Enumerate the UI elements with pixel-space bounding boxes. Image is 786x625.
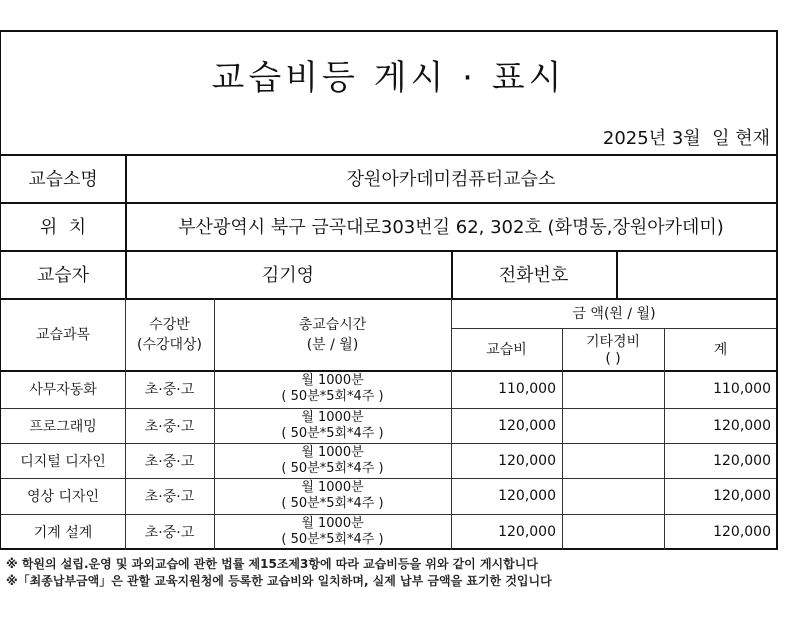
label-name: 교습소명	[28, 169, 98, 190]
header-hours-line1: 총교습시간	[298, 317, 367, 333]
row-hours-line1: 월 1000분	[301, 480, 364, 495]
header-course: 교습과목	[35, 327, 91, 343]
row-hours-line1: 월 1000분	[301, 516, 364, 531]
header-other-line1: 기타경비	[585, 334, 641, 350]
row-other	[562, 408, 664, 443]
header-class-line2: (수강대상)	[136, 337, 203, 353]
row-tuition: 120,000	[498, 488, 556, 504]
date-line: 2025년 3월 일 현재	[602, 128, 770, 149]
row-hours-line2: ( 50분*5회*4주 )	[281, 532, 384, 547]
header-other-line2: ( )	[605, 351, 621, 367]
row-class: 초·중·고	[144, 418, 195, 435]
header-amount: 금 액(원 / 월)	[572, 306, 656, 322]
header-other	[562, 328, 664, 370]
row-tuition: 110,000	[498, 381, 556, 397]
row-hours	[214, 443, 451, 478]
row-hours	[214, 478, 451, 514]
row-other	[562, 514, 664, 550]
row-hours	[214, 408, 451, 443]
row-hours-line2: ( 50분*5회*4주 )	[281, 389, 384, 404]
row-hours-line2: ( 50분*5회*4주 )	[281, 496, 384, 511]
row-hours-line2: ( 50분*5회*4주 )	[281, 460, 384, 476]
header-hours	[214, 298, 451, 370]
row-tuition: 120,000	[498, 417, 556, 434]
header-hours-line2: (분 / 월)	[306, 337, 359, 353]
row-class: 초·중·고	[144, 453, 195, 470]
notice-title: 교습비등 게시 · 표시	[211, 58, 566, 98]
row-hours	[214, 514, 451, 550]
row-other	[562, 478, 664, 514]
row-class: 초·중·고	[144, 382, 195, 398]
row-hours-line1: 월 1000분	[301, 409, 364, 425]
row-course: 디지털 디자인	[20, 453, 106, 470]
phone-number	[616, 250, 777, 298]
header-class-line1: 수강반	[149, 317, 190, 333]
address: 부산광역시 북구 금곡대로303번길 62, 302호 (화명동,장원아카데미)	[178, 217, 724, 238]
footnote: ※ 학원의 설립.운영 및 과외교습에 관한 법률 제15조제3항에 따라 교습비등을 위와 같이 게시합니다	[6, 557, 538, 571]
footnote: ※「최종납부금액」은 관할 교육지원청에 등록한 교습비와 일치하며, 실제 납부 금액을 표기한 것입니다	[6, 574, 552, 588]
row-hours-line1: 월 1000분	[301, 444, 364, 460]
row-total: 120,000	[713, 524, 771, 540]
row-hours-line2: ( 50분*5회*4주 )	[281, 425, 384, 441]
footnotes	[6, 556, 552, 590]
row-total: 120,000	[713, 452, 771, 469]
label-teacher: 교습자	[36, 265, 90, 286]
row-course: 사무자동화	[29, 382, 97, 398]
row-other	[562, 443, 664, 478]
row-course: 기계 설계	[33, 525, 93, 541]
label-phone: 전화번호	[498, 265, 569, 286]
row-tuition: 120,000	[498, 524, 556, 540]
row-total: 120,000	[713, 417, 771, 434]
header-total: 계	[713, 342, 728, 358]
academy-name: 장원아카데미컴퓨터교습소	[346, 169, 556, 190]
row-other	[562, 370, 664, 408]
row-tuition: 120,000	[498, 452, 556, 469]
label-location: 위 치	[39, 217, 87, 238]
teacher-name: 김기영	[261, 265, 315, 286]
row-hours-line1: 월 1000분	[301, 373, 364, 388]
header-tuition: 교습비	[486, 342, 527, 358]
row-total: 120,000	[713, 488, 771, 504]
row-course: 프로그래밍	[29, 418, 97, 435]
row-hours	[214, 370, 451, 408]
row-total: 110,000	[713, 381, 771, 397]
row-course: 영상 디자인	[26, 489, 100, 505]
notice-sheet	[0, 30, 778, 550]
row-class: 초·중·고	[144, 525, 195, 541]
row-class: 초·중·고	[144, 489, 195, 505]
header-class	[125, 298, 214, 370]
